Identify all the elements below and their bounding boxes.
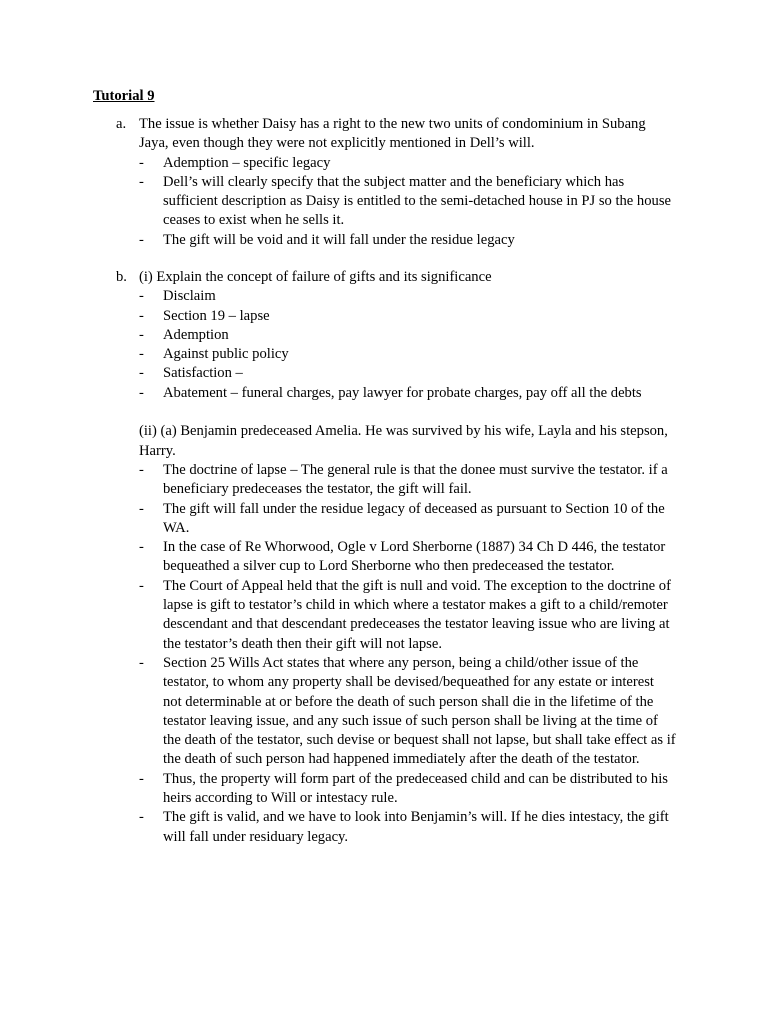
bullet-dash: - [139,461,144,478]
list-item: - Ademption [139,326,676,345]
bullet-dash: - [139,365,144,382]
paragraph-gap [139,403,676,422]
bullet-dash: - [139,539,144,556]
bullet-dash: - [139,346,144,363]
section-a-marker: a. [116,116,127,132]
list-item: - In the case of Re Whorwood, Ogle v Lord Sherborne (1887) 34 Ch D 446, the testator bequeathed a silver cup to Lord Sherborne who then predeceased the testator. [139,539,666,575]
bullet-dash: - [139,577,144,594]
bullet-dash: - [139,307,144,324]
bullet-dash: - [139,500,144,517]
list-item: - The doctrine of lapse – The general rule is that the donee must survive the testator. if a beneficiary predeceases the testator, the gift will fail. [139,461,668,498]
bullet-dash: - [139,231,144,248]
bullet-dash: - [139,809,144,826]
part-ii-bullets [139,461,676,847]
list-item: - Dell’s will clearly specify that the subject matter and the beneficiary which has sufficient description as Daisy is entitled to the semi-detached house in PJ so the house ceases to exist when he sells it. [139,173,671,229]
list-item: - Against public policy [139,345,676,364]
list-item: - The gift will fall under the residue legacy of deceased as pursuant to Section 10 of the WA. [139,500,665,536]
bullet-dash: - [139,770,144,787]
bullet-dash: - [139,654,144,671]
section-a [116,115,696,250]
part-ii-heading: (ii) (a) Benjamin predeceased Amelia. He was survived by his wife, Layla and his stepson, Harry. [139,423,668,459]
bullet-dash: - [139,154,144,171]
list-item: - Satisfaction – [139,364,676,383]
section-a-bullets [139,154,676,250]
bullet-dash: - [139,384,144,401]
part-i-bullets [139,287,676,403]
bullet-dash: - [139,288,144,305]
part-i-heading: (i) Explain the concept of failure of gifts and its significance [139,269,492,285]
list-item: - Thus, the property will form part of the predeceased child and can be distributed to his heirs according to Will or intestacy rule. [139,770,668,807]
section-a-issue: The issue is whether Daisy has a right to the new two units of condominium in Subang Jaya, even though they were not explicitly mentioned in Dell’s will. [139,116,646,152]
list-item: - The gift will be void and it will fall under the residue legacy [139,231,676,250]
bullet-dash: - [139,173,144,190]
section-b-marker: b. [116,269,127,285]
list-item: - Ademption – specific legacy [139,154,676,173]
list-item: - The Court of Appeal held that the gift is null and void. The exception to the doctrine of lapse is gift to testator’s child in which where a testator makes a gift to a child/remoter descendant and that descendant predeceases the testator leaving issue who are living at the testator’s death then their gift will not lapse. [139,577,671,652]
list-item: - Section 25 Wills Act states that where any person, being a child/other issue of the testator, to whom any property shall be devised/bequeathed for any estate or interest not determinable at or before the death of such person shall die in the lifetime of the testator leaving issue, and any such issue of such person shall be living at the time of the death of the testator, such devise or bequest shall not lapse, but shall take effect as if the death of such person had happened immediately after the death of the testator. [139,654,676,768]
list-item: - Section 19 – lapse [139,307,676,326]
list-item: - The gift is valid, and we have to look into Benjamin’s will. If he dies intestacy, the gift will fall under residuary legacy. [139,809,669,845]
page-title: Tutorial 9 [93,88,155,104]
section-b [116,268,696,847]
list-item: - Abatement – funeral charges, pay lawyer for probate charges, pay off all the debts [139,384,676,403]
list-item: - Disclaim [139,287,676,306]
bullet-dash: - [139,326,144,343]
